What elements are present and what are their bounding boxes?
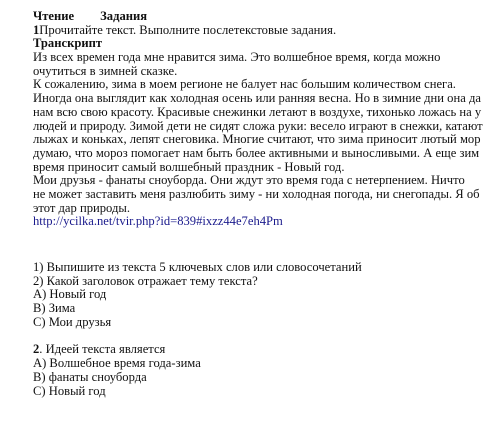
instruction-line <box>33 24 500 38</box>
text-line: людей и природу. Зимой дети не сидят сложа руки: весело играют в снежки, катают <box>33 119 483 133</box>
instruction-text: Прочитайте текст. Выполните послетекстовые задания. <box>39 23 337 37</box>
answer-option: C) Новый год <box>33 384 106 398</box>
text-line: Из всех времен года мне нравится зима. Это волшебное время, когда можно <box>33 51 441 65</box>
question-line: 2) Какой заголовок отражает тему текста? <box>33 274 258 288</box>
text-line: этот дар природы. <box>33 201 130 215</box>
question-2-number: 2 <box>33 343 40 357</box>
text-line: время приносит самый волшебный праздник - Новый год. <box>33 160 345 174</box>
reading-heading: Чтение <box>33 10 75 23</box>
answer-option: A) Волшебное время года-зима <box>33 357 201 371</box>
text-line: думаю, что мороз помогает нам быть более активными и выносливыми. А еще зим <box>33 146 480 160</box>
tasks-heading: Задания <box>100 10 148 23</box>
text-line: Мои друзья - фанаты сноуборда. Они ждут это время года с нетерпением. Ничто <box>33 174 465 188</box>
worksheet-header <box>33 10 500 24</box>
answer-option: A) Новый год <box>33 288 107 302</box>
text-line: не может заставить меня разлюбить зиму - ни холодная погода, ни снегопады. Я об <box>33 187 480 201</box>
answer-option: C) Мои друзья <box>33 315 112 329</box>
reading-text <box>33 51 500 215</box>
text-line: Иногда она выглядит как холодная осень или ранняя весна. Но в зимние дни она да <box>33 92 481 106</box>
question-2-text: . Идеей текста является <box>39 343 166 357</box>
text-line: нам всю свою красоту. Красивые снежинки летают в воздухе, тихонько ложась на у <box>33 105 482 119</box>
answer-option: B) Зима <box>33 302 76 316</box>
worksheet <box>33 10 500 398</box>
answer-option: B) фанаты сноуборда <box>33 370 147 384</box>
instruction-number: 1 <box>33 23 40 37</box>
question-1-block <box>33 261 500 329</box>
question-2-block <box>33 343 500 398</box>
question-2-title <box>33 343 500 357</box>
source-link[interactable]: http://ycilka.net/tvir.php?id=839#ixzz44e7eh4Pm <box>33 215 283 229</box>
transcript-title: Транскрипт <box>33 37 103 51</box>
text-line: очутиться в зимней сказке. <box>33 64 178 78</box>
text-line: лыжах и коньках, лепят снеговика. Многие считают, что зима приносит лютый мор <box>33 133 481 147</box>
text-line: К сожалению, зима в моем регионе не балует нас большим количеством снега. <box>33 78 456 92</box>
question-line: 1) Выпишите из текста 5 ключевых слов или словосочетаний <box>33 261 362 274</box>
